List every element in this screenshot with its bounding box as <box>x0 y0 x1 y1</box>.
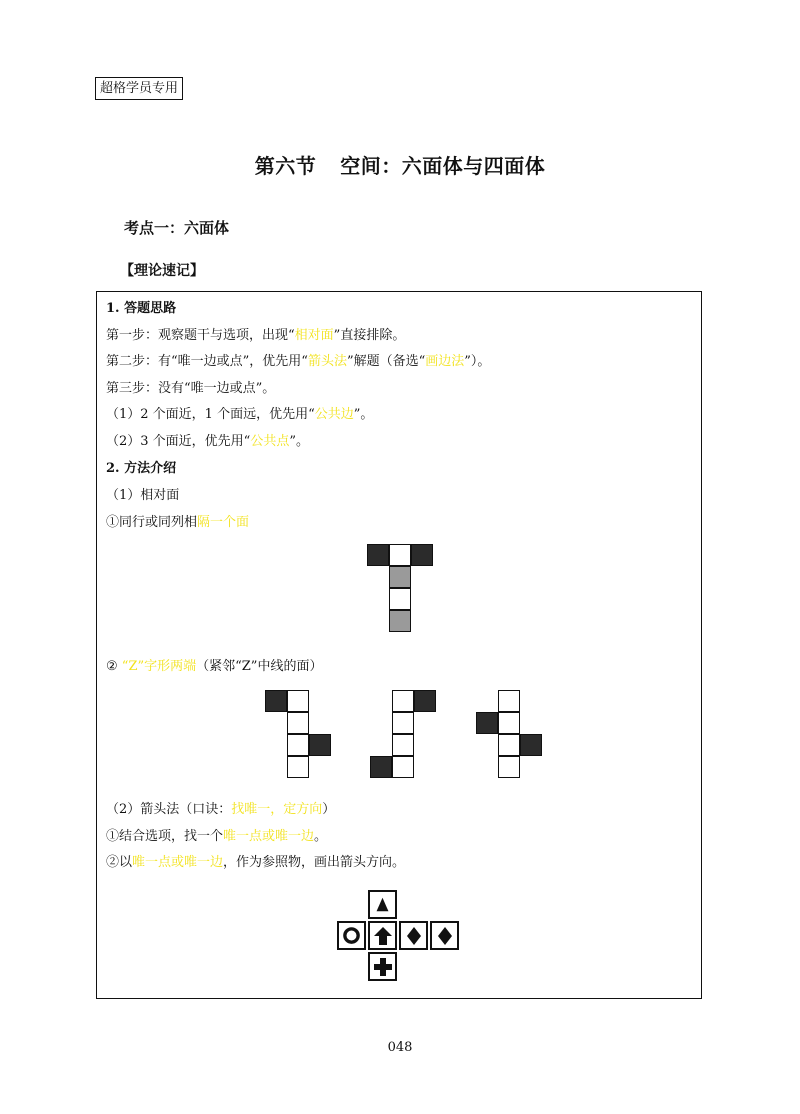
net-face <box>498 712 520 734</box>
diamond-icon <box>436 926 454 946</box>
title-topic: 空间：六面体与四面体 <box>340 154 546 178</box>
highlight-text: “Z”字形两端 <box>121 659 197 674</box>
arrow-up-icon <box>373 926 393 946</box>
net-face <box>430 921 459 950</box>
text-line: ②以唯一点或唯一边，作为参照物，画出箭头方向。 <box>106 855 406 870</box>
text-line: （2）箭头法（口诀：找唯一，定方向） <box>106 802 336 817</box>
highlight-text: 唯一点或唯一边 <box>132 855 224 870</box>
page-number: 048 <box>387 1040 413 1055</box>
highlight-text: 画边法 <box>425 354 465 369</box>
net-face <box>370 756 392 778</box>
text-line: 第二步：有“唯一边或点”，优先用“箭头法”解题（备选“画边法”）。 <box>106 354 491 369</box>
net-face <box>520 734 542 756</box>
net-face <box>392 712 414 734</box>
net-face <box>287 734 309 756</box>
highlight-text: 公共边 <box>314 407 354 422</box>
text-line: 第三步：没有“唯一边或点”。 <box>106 381 276 396</box>
net-face <box>498 734 520 756</box>
net-face <box>399 921 428 950</box>
highlight-text: 箭头法 <box>307 354 347 369</box>
net-face <box>368 921 397 950</box>
text-line: 第一步：观察题干与选项，出现“相对面”直接排除。 <box>106 328 406 343</box>
net-face <box>309 734 331 756</box>
cross-icon <box>373 957 393 977</box>
net-face <box>287 712 309 734</box>
text-line: （1）相对面 <box>106 488 180 503</box>
net-face <box>414 690 436 712</box>
section-heading: 考点一：六面体 <box>124 219 230 237</box>
highlight-text: 隔一个面 <box>197 515 250 530</box>
net-face <box>368 952 397 981</box>
net-face <box>392 756 414 778</box>
text-line: 2. 方法介绍 <box>106 461 177 476</box>
highlight-text: 公共点 <box>250 434 290 449</box>
net-face <box>476 712 498 734</box>
net-face <box>368 890 397 919</box>
theory-label: 【理论速记】 <box>120 263 204 279</box>
net-face <box>389 610 411 632</box>
net-face <box>389 544 411 566</box>
text-line: ② “Z”字形两端（紧邻“Z”中线的面） <box>106 659 323 674</box>
diamond-icon <box>405 926 423 946</box>
text-line: ①结合选项，找一个唯一点或唯一边。 <box>106 829 328 844</box>
text-line: （2）3 个面近，优先用“公共点”。 <box>106 434 309 449</box>
highlight-text: 唯一点或唯一边 <box>223 829 315 844</box>
net-face <box>392 734 414 756</box>
text-line: （1）2 个面近，1 个面远，优先用“公共边”。 <box>106 407 374 422</box>
theory-box <box>96 291 702 999</box>
net-face <box>389 566 411 588</box>
net-face <box>389 588 411 610</box>
text-line: ①同行或同列相隔一个面 <box>106 515 250 530</box>
highlight-text: 找唯一，定方向 <box>231 802 323 817</box>
highlight-text: 相对面 <box>294 328 334 343</box>
ring-icon <box>342 926 361 945</box>
net-face <box>411 544 433 566</box>
net-face <box>287 756 309 778</box>
title-section-number: 第六节 <box>254 154 317 178</box>
net-face <box>337 921 366 950</box>
net-face <box>498 756 520 778</box>
text-line: 1. 答题思路 <box>106 301 177 316</box>
member-only-tag: 超格学员专用 <box>95 77 183 100</box>
net-face <box>287 690 309 712</box>
triangle-icon <box>374 896 391 913</box>
net-face <box>265 690 287 712</box>
net-face <box>392 690 414 712</box>
page-title <box>0 150 800 179</box>
net-face <box>498 690 520 712</box>
net-face <box>367 544 389 566</box>
